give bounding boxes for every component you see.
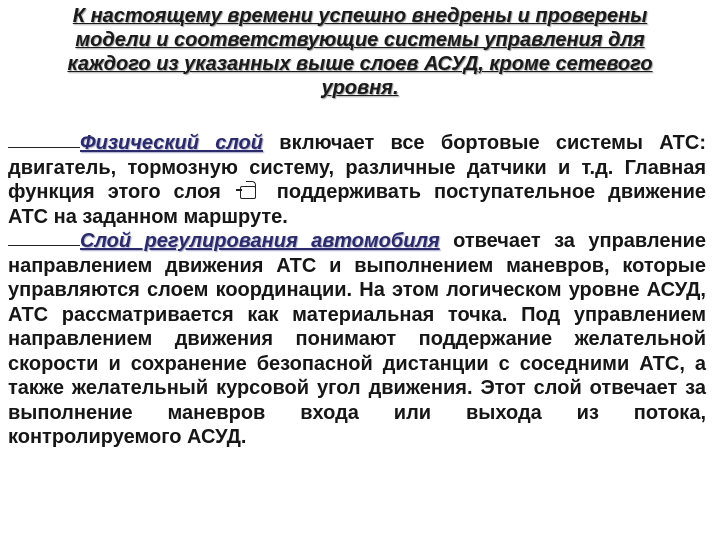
paragraph-vehicle-control-layer	[8, 229, 706, 450]
dash-symbol-icon	[236, 180, 262, 200]
paragraph-physical-layer	[8, 131, 706, 229]
indent-rule	[8, 145, 80, 148]
paragraph1-text-before: включает все бортовые системы АТС: двигатель, тормозную систему, различные датчики и т.д. Главная функция этого слоя	[8, 132, 707, 203]
paragraph1-text-after: поддерживать поступательное движение АТС на заданном маршруте.	[8, 181, 706, 228]
slide-body	[8, 131, 706, 450]
paragraph2-text: отвечает за управление направлением движения АТС и выполнением маневров, которые управляются слоем координации. На этом логическом уровне АСУД, АТС рассматривается как материальная точка. Под управлением направлением движения понимают поддержание желательной скорости и сохранение безопасной дистанции с соседними АТС, а также желательный курсовой угол движения. Этот слой отвечает за выполнение маневров входа или выхода из потока, контролируемого АСУД.	[8, 230, 706, 448]
heading-line-3: каждого из указанных выше слоев АСУД, кроме сетевого	[67, 53, 653, 75]
indent-rule	[8, 243, 80, 246]
heading-line-1: К настоящему времени успешно внедрены и проверены	[72, 5, 648, 27]
heading-line-2: модели и соответствующие системы управления для	[75, 29, 645, 51]
slide-heading	[6, 4, 714, 100]
term-physical-layer: Физический слой	[80, 132, 263, 154]
term-vehicle-control-layer: Слой регулирования автомобиля	[80, 230, 440, 252]
heading-line-4: уровня.	[321, 77, 399, 99]
